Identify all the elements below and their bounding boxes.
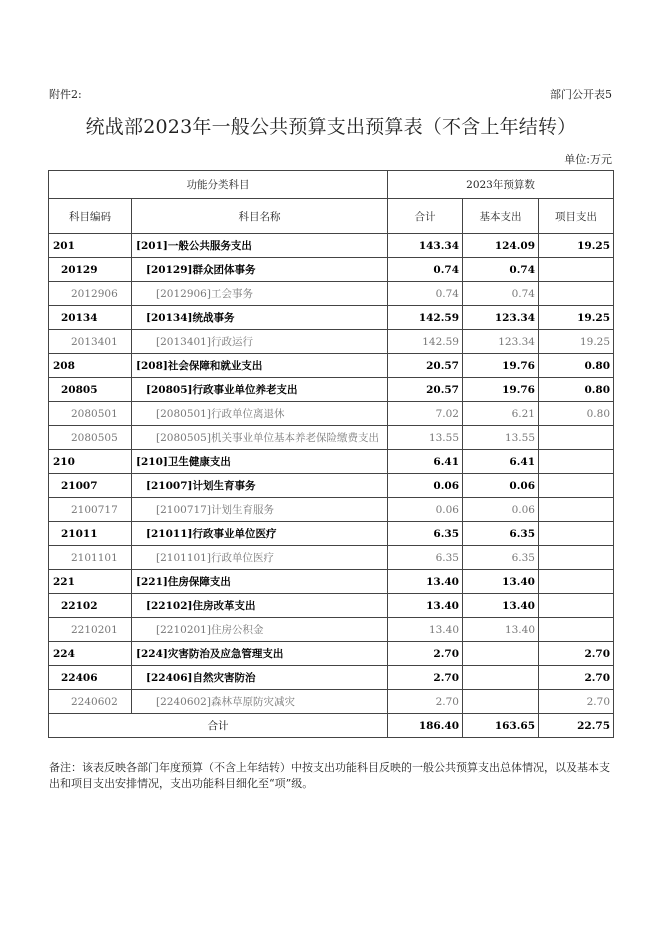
- table-row: [49, 546, 614, 570]
- table-row: [49, 474, 614, 498]
- row-code: 22406: [49, 666, 132, 690]
- row-name: [20129]群众团体事务: [132, 258, 388, 282]
- table-row: [49, 522, 614, 546]
- row-code: 201: [49, 234, 132, 258]
- row-name: [2080501]行政单位离退休: [132, 402, 388, 426]
- row-name: [2101101]行政单位医疗: [132, 546, 388, 570]
- row-project: [539, 450, 614, 474]
- row-code: 21011: [49, 522, 132, 546]
- row-name: [2080505]机关事业单位基本养老保险缴费支出: [132, 426, 388, 450]
- row-code: 2080501: [49, 402, 132, 426]
- row-code: 20129: [49, 258, 132, 282]
- header-code: 科目编码: [49, 199, 132, 234]
- row-total: 143.34: [388, 234, 463, 258]
- row-code: 2101101: [49, 546, 132, 570]
- row-basic: 6.21: [463, 402, 539, 426]
- row-total: 0.74: [388, 282, 463, 306]
- footnote: 备注：该表反映各部门年度预算（不含上年结转）中按支出功能科目反映的一般公共预算支出总体情况，以及基本支出和项目支出安排情况，支出功能科目细化至“项”级。: [49, 761, 610, 790]
- row-code: 22102: [49, 594, 132, 618]
- row-total: 13.55: [388, 426, 463, 450]
- row-code: 221: [49, 570, 132, 594]
- total-project: 22.75: [539, 714, 614, 738]
- row-code: 20134: [49, 306, 132, 330]
- row-name: [2100717]计划生育服务: [132, 498, 388, 522]
- row-name: [22406]自然灾害防治: [132, 666, 388, 690]
- table-row: [49, 234, 614, 258]
- header-row-group: [49, 171, 614, 199]
- table-row: [49, 450, 614, 474]
- row-name: [224]灾害防治及应急管理支出: [132, 642, 388, 666]
- row-total: 13.40: [388, 594, 463, 618]
- row-name: [2013401]行政运行: [132, 330, 388, 354]
- row-project: [539, 546, 614, 570]
- row-total: 7.02: [388, 402, 463, 426]
- row-total: 6.35: [388, 522, 463, 546]
- row-project: [539, 258, 614, 282]
- row-project: 2.70: [539, 690, 614, 714]
- row-basic: 0.74: [463, 282, 539, 306]
- row-basic: 6.35: [463, 522, 539, 546]
- row-basic: [463, 666, 539, 690]
- row-name: [22102]住房改革支出: [132, 594, 388, 618]
- row-name: [20134]统战事务: [132, 306, 388, 330]
- total-amount: 186.40: [388, 714, 463, 738]
- row-total: 6.41: [388, 450, 463, 474]
- row-total: 2.70: [388, 666, 463, 690]
- row-code: 2240602: [49, 690, 132, 714]
- row-basic: 0.74: [463, 258, 539, 282]
- header-project: 项目支出: [539, 199, 614, 234]
- row-basic: 13.40: [463, 594, 539, 618]
- row-code: 224: [49, 642, 132, 666]
- row-project: [539, 570, 614, 594]
- row-total: 13.40: [388, 618, 463, 642]
- row-basic: 0.06: [463, 474, 539, 498]
- row-name: [2012906]工会事务: [132, 282, 388, 306]
- row-code: 2080505: [49, 426, 132, 450]
- row-name: [201]一般公共服务支出: [132, 234, 388, 258]
- row-name: [210]卫生健康支出: [132, 450, 388, 474]
- row-basic: [463, 642, 539, 666]
- row-project: [539, 282, 614, 306]
- row-project: 0.80: [539, 354, 614, 378]
- row-project: 2.70: [539, 642, 614, 666]
- row-name: [2210201]住房公积金: [132, 618, 388, 642]
- header-name: 科目名称: [132, 199, 388, 234]
- row-project: [539, 618, 614, 642]
- row-project: [539, 474, 614, 498]
- table-row: [49, 354, 614, 378]
- total-label: 合计: [49, 714, 388, 738]
- row-total: 142.59: [388, 330, 463, 354]
- row-project: 19.25: [539, 234, 614, 258]
- row-name: [221]住房保障支出: [132, 570, 388, 594]
- header-row-columns: [49, 199, 614, 234]
- table-number: 部门公开表5: [550, 88, 612, 101]
- header-budget-year: 2023年预算数: [388, 171, 614, 199]
- total-basic: 163.65: [463, 714, 539, 738]
- row-total: 0.06: [388, 474, 463, 498]
- table-row: [49, 666, 614, 690]
- row-name: [20805]行政事业单位养老支出: [132, 378, 388, 402]
- row-code: 21007: [49, 474, 132, 498]
- row-code: 2100717: [49, 498, 132, 522]
- row-basic: 19.76: [463, 378, 539, 402]
- budget-table: [48, 170, 614, 738]
- row-project: [539, 426, 614, 450]
- row-name: [21007]计划生育事务: [132, 474, 388, 498]
- row-total: 142.59: [388, 306, 463, 330]
- table-row: [49, 306, 614, 330]
- table-row: [49, 570, 614, 594]
- row-name: [208]社会保障和就业支出: [132, 354, 388, 378]
- row-project: [539, 522, 614, 546]
- row-code: 208: [49, 354, 132, 378]
- row-total: 2.70: [388, 642, 463, 666]
- page-title: 统战部2023年一般公共预算支出预算表（不含上年结转）: [85, 116, 577, 138]
- row-basic: 123.34: [463, 330, 539, 354]
- row-basic: 13.40: [463, 618, 539, 642]
- row-total: 6.35: [388, 546, 463, 570]
- row-project: 19.25: [539, 330, 614, 354]
- unit-label: 单位:万元: [564, 153, 612, 166]
- row-project: [539, 594, 614, 618]
- row-total: 13.40: [388, 570, 463, 594]
- row-total: 0.74: [388, 258, 463, 282]
- row-basic: 124.09: [463, 234, 539, 258]
- table-row: [49, 690, 614, 714]
- table-row: [49, 642, 614, 666]
- row-total: 20.57: [388, 354, 463, 378]
- header-function-category: 功能分类科目: [49, 171, 388, 199]
- row-code: 2012906: [49, 282, 132, 306]
- row-basic: 13.40: [463, 570, 539, 594]
- row-project: 19.25: [539, 306, 614, 330]
- row-project: 0.80: [539, 378, 614, 402]
- row-project: 2.70: [539, 666, 614, 690]
- row-name: [21011]行政事业单位医疗: [132, 522, 388, 546]
- table-row: [49, 258, 614, 282]
- table-row: [49, 594, 614, 618]
- row-name: [2240602]森林草原防灾减灾: [132, 690, 388, 714]
- row-code: 2013401: [49, 330, 132, 354]
- row-basic: 6.35: [463, 546, 539, 570]
- row-basic: 19.76: [463, 354, 539, 378]
- table-row: [49, 402, 614, 426]
- row-code: 210: [49, 450, 132, 474]
- row-total: 20.57: [388, 378, 463, 402]
- row-project: [539, 498, 614, 522]
- row-basic: 0.06: [463, 498, 539, 522]
- row-basic: 13.55: [463, 426, 539, 450]
- row-basic: [463, 690, 539, 714]
- row-basic: 6.41: [463, 450, 539, 474]
- row-code: 2210201: [49, 618, 132, 642]
- table-row: [49, 426, 614, 450]
- table-row: [49, 498, 614, 522]
- row-total: 0.06: [388, 498, 463, 522]
- row-code: 20805: [49, 378, 132, 402]
- header-total: 合计: [388, 199, 463, 234]
- total-row: [49, 714, 614, 738]
- attachment-label: 附件2:: [49, 88, 82, 101]
- row-project: 0.80: [539, 402, 614, 426]
- row-basic: 123.34: [463, 306, 539, 330]
- table-row: [49, 618, 614, 642]
- table-row: [49, 330, 614, 354]
- header-basic: 基本支出: [463, 199, 539, 234]
- table-row: [49, 282, 614, 306]
- row-total: 2.70: [388, 690, 463, 714]
- table-row: [49, 378, 614, 402]
